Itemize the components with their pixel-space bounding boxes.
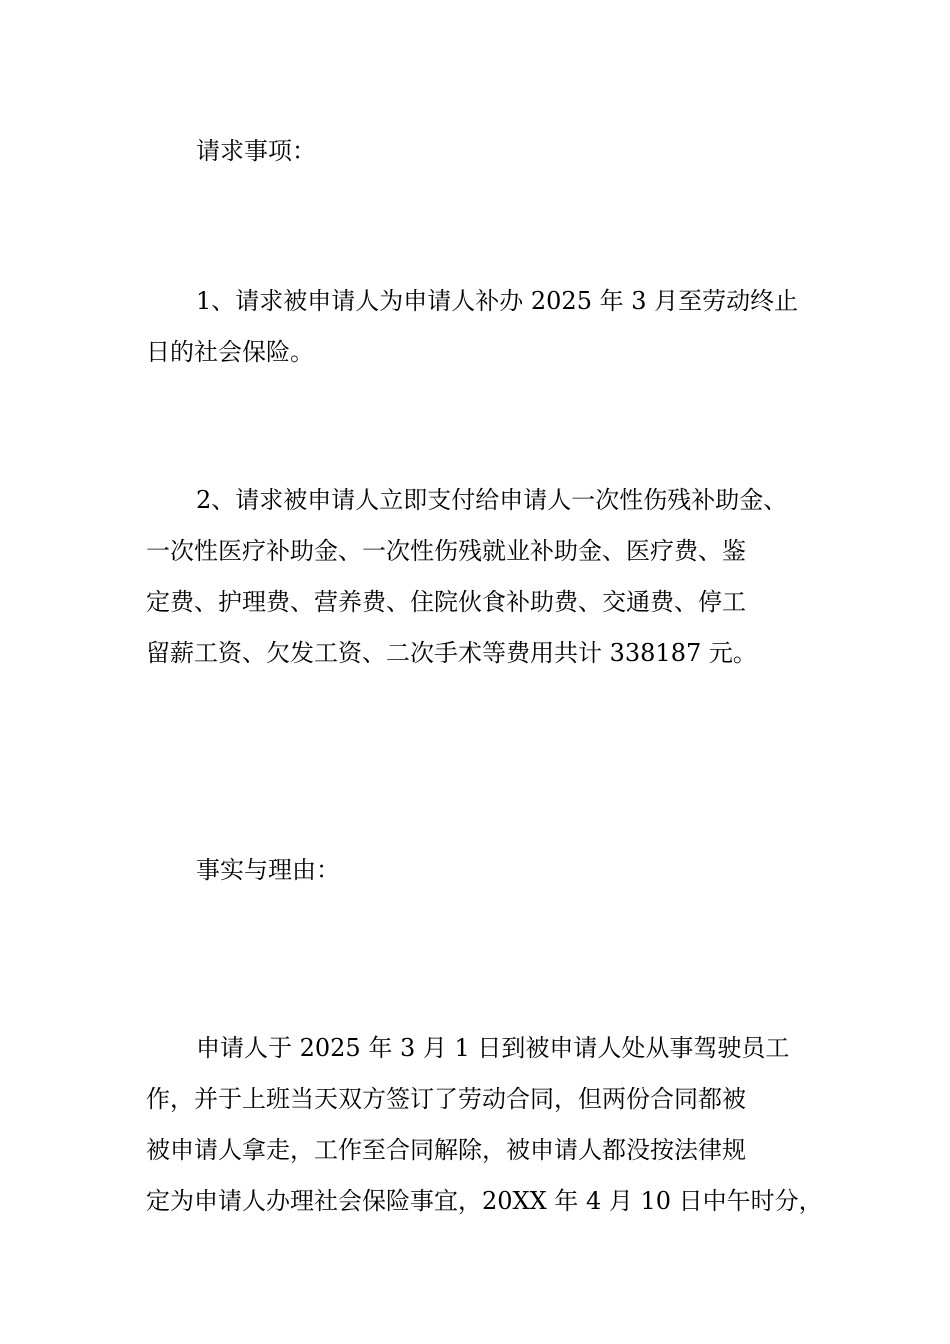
facts-line-3: 被申请人拿走，工作至合同解除，被申请人都没按法律规 [146, 1136, 746, 1164]
claim-2-line-4: 留薪工资、欠发工资、二次手术等费用共计 338187 元。 [146, 639, 757, 667]
claim-1-line-1: 1、请求被申请人为申请人补办 2025 年 3 月至劳动终止 [196, 287, 799, 315]
claim-2-line-2: 一次性医疗补助金、一次性伤残就业补助金、医疗费、鉴 [146, 537, 746, 565]
claim-1-line-2: 日的社会保险。 [146, 338, 314, 366]
heading-facts: 事实与理由： [196, 856, 340, 884]
claim-2-line-1: 2、请求被申请人立即支付给申请人一次性伤残补助金、 [196, 486, 788, 514]
claim-1-paragraph [146, 276, 826, 378]
claim-2-line-3: 定费、护理费、营养费、住院伙食补助费、交通费、停工 [146, 588, 746, 616]
facts-line-2: 作，并于上班当天双方签订了劳动合同，但两份合同都被 [146, 1085, 746, 1113]
facts-line-1: 申请人于 2025 年 3 月 1 日到被申请人处从事驾驶员工 [196, 1034, 790, 1062]
claim-2-paragraph [146, 475, 826, 679]
facts-paragraph [146, 1023, 826, 1227]
facts-line-4: 定为申请人办理社会保险事宜，20XX 年 4 月 10 日中午时分， [146, 1187, 823, 1215]
heading-claims: 请求事项： [196, 137, 316, 165]
